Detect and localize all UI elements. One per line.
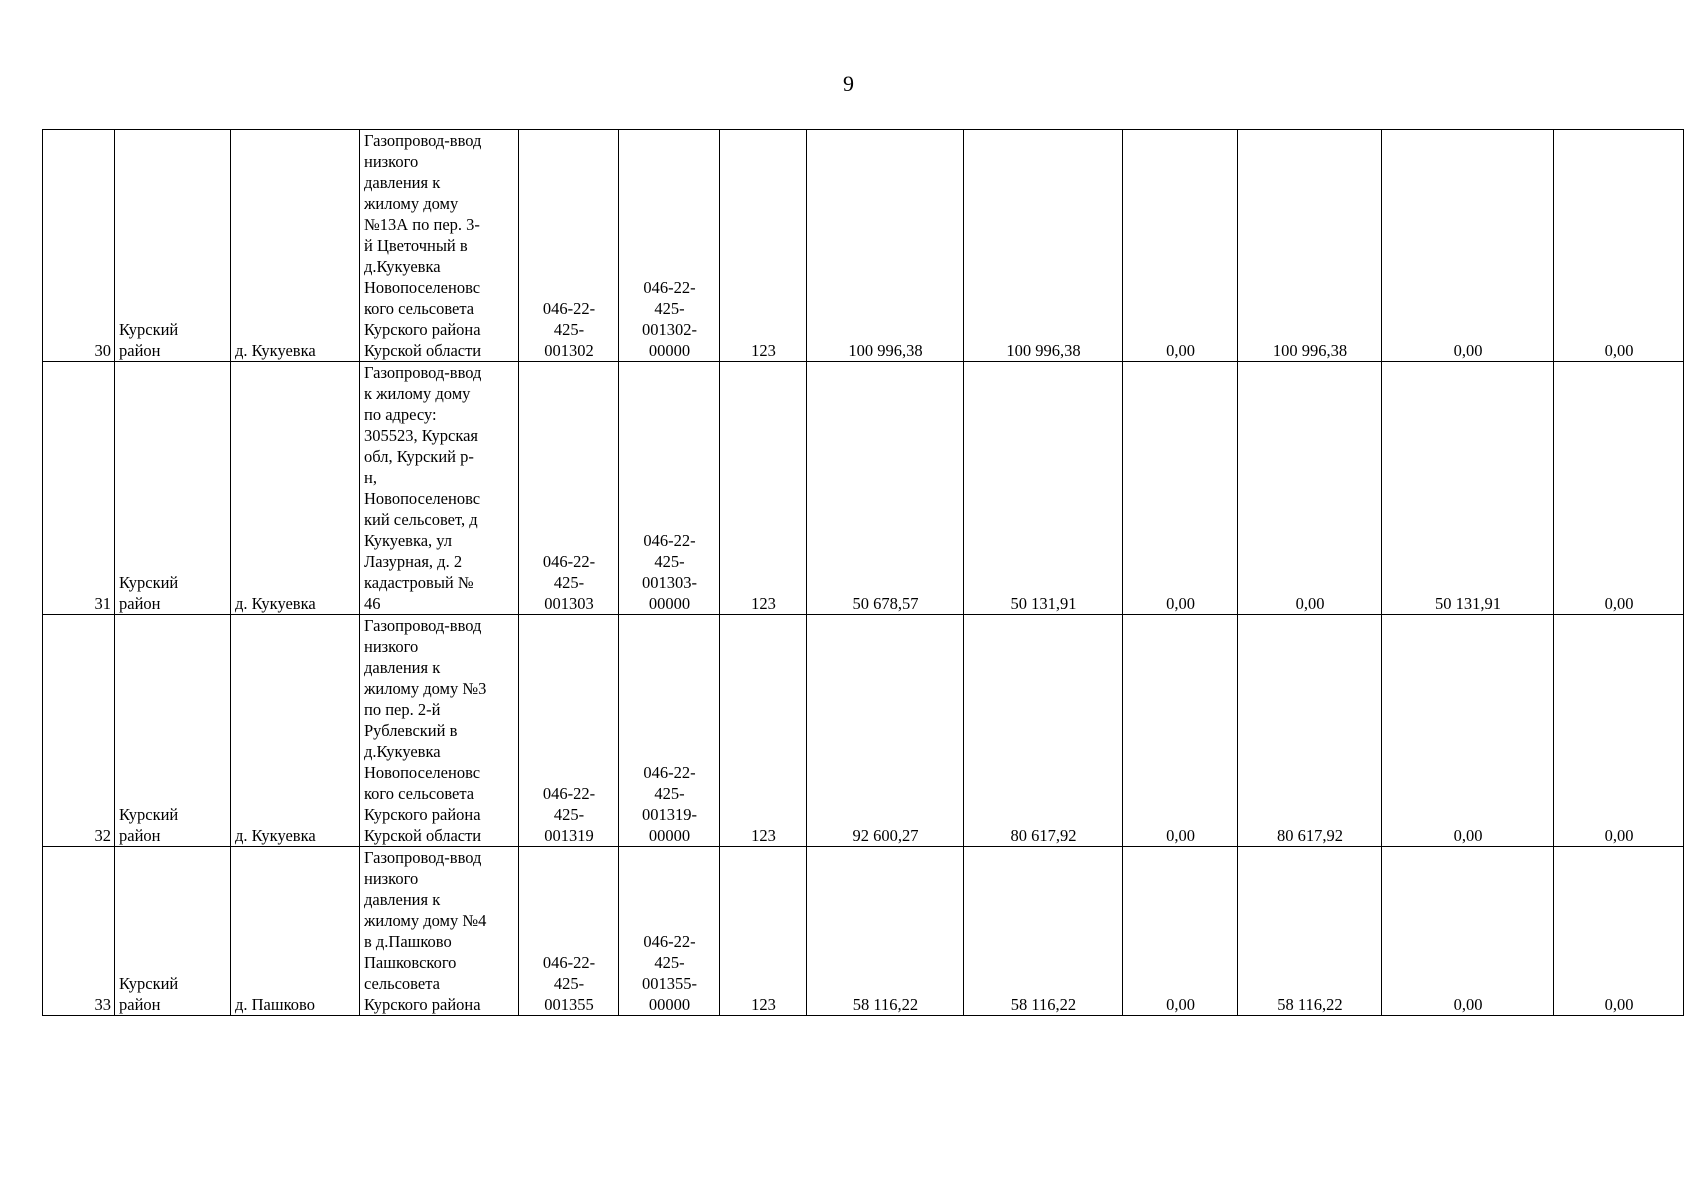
cell-text-line: Курский	[119, 805, 179, 824]
cell-text-line: 00000	[648, 826, 691, 845]
cell-value-5: 0,00	[1382, 130, 1554, 362]
cell-text-line: Рублевский в	[364, 721, 458, 740]
cell-row-number: 31	[43, 362, 115, 615]
cell-text-line: жилому дому №3	[364, 679, 487, 698]
cell-row-number: 33	[43, 847, 115, 1016]
cell-locality: д. Пашково	[231, 847, 360, 1016]
cell-value-3: 0,00	[1123, 615, 1238, 847]
cell-text-line: 001355-	[642, 974, 697, 993]
cell-row-number: 30	[43, 130, 115, 362]
cell-text-line: №13А по пер. 3-	[364, 215, 480, 234]
cell-code-1	[519, 362, 619, 615]
cell-value-4: 0,00	[1238, 362, 1382, 615]
cell-value-6: 0,00	[1554, 847, 1684, 1016]
cell-value-1: 100 996,38	[807, 130, 964, 362]
cell-district	[115, 615, 231, 847]
cell-value-3: 0,00	[1123, 847, 1238, 1016]
cell-text-line: д.Кукуевка	[364, 257, 441, 276]
cell-text-line: обл, Курский р-	[364, 447, 474, 466]
cell-text-line: 046-22-	[643, 531, 696, 550]
cell-code-2	[619, 615, 720, 847]
cell-text-line: 001303	[544, 594, 594, 613]
cell-text-line: Кукуевка, ул	[364, 531, 453, 550]
cell-text-line: 046-22-	[542, 953, 596, 972]
cell-text-line: 425-	[654, 784, 685, 803]
cell-value-4: 100 996,38	[1238, 130, 1382, 362]
cell-text-line: 46	[364, 594, 381, 613]
cell-text-line: в д.Пашково	[364, 932, 452, 951]
cell-text-line: район	[119, 995, 161, 1014]
cell-description	[360, 615, 519, 847]
cell-text-line: 425-	[654, 953, 685, 972]
cell-value-1: 58 116,22	[807, 847, 964, 1016]
cell-text-line: жилому дому №4	[364, 911, 487, 930]
cell-text-line: Газопровод-ввод	[364, 616, 482, 635]
cell-text-line: сельсовета	[364, 974, 440, 993]
cell-text-line: район	[119, 594, 161, 613]
cell-text-line: 00000	[648, 594, 691, 613]
cell-text-line: 046-22-	[542, 552, 596, 571]
cell-text-line: 001319-	[642, 805, 697, 824]
cell-text-line: 425-	[553, 974, 585, 993]
cell-text-line: Новопоселеновс	[364, 763, 481, 782]
cell-text-line: 046-22-	[643, 763, 696, 782]
cell-district	[115, 847, 231, 1016]
cell-text-line: по адресу:	[364, 405, 437, 424]
cell-text-line: Курский	[119, 320, 179, 339]
cell-code-1	[519, 847, 619, 1016]
cell-text-line: низкого	[364, 637, 419, 656]
cell-text-line: район	[119, 826, 161, 845]
cell-text-line: 305523, Курская	[364, 426, 479, 445]
cell-code-2	[619, 362, 720, 615]
table-row	[43, 130, 1684, 362]
cell-text-line: н,	[364, 468, 377, 487]
cell-value-5: 50 131,91	[1382, 362, 1554, 615]
cell-description	[360, 362, 519, 615]
cell-text-line: 425-	[553, 573, 585, 592]
cell-kind: 123	[720, 847, 807, 1016]
cell-value-6: 0,00	[1554, 615, 1684, 847]
cell-kind: 123	[720, 615, 807, 847]
cell-text-line: кадастровый №	[364, 573, 474, 592]
cell-text-line: 001302	[544, 341, 594, 360]
cell-text-line: Курский	[119, 974, 179, 993]
cell-text-line: 001355	[544, 995, 594, 1014]
cell-text-line: по пер. 2-й	[364, 700, 441, 719]
cell-value-1: 92 600,27	[807, 615, 964, 847]
cell-text-line: район	[119, 341, 161, 360]
cell-code-1	[519, 615, 619, 847]
cell-text-line: 001302-	[642, 320, 697, 339]
cell-value-6: 0,00	[1554, 130, 1684, 362]
cell-value-5: 0,00	[1382, 615, 1554, 847]
cell-text-line: кого сельсовета	[364, 299, 475, 318]
table-row	[43, 615, 1684, 847]
cell-description	[360, 847, 519, 1016]
cell-value-2: 50 131,91	[964, 362, 1123, 615]
cell-text-line: 425-	[654, 299, 685, 318]
cell-text-line: Курского района	[364, 320, 481, 339]
cell-text-line: низкого	[364, 152, 419, 171]
cell-text-line: Газопровод-ввод	[364, 848, 482, 867]
cell-text-line: 001303-	[642, 573, 697, 592]
data-table	[42, 129, 1684, 1016]
cell-text-line: Курский	[119, 573, 179, 592]
cell-value-2: 58 116,22	[964, 847, 1123, 1016]
cell-row-number: 32	[43, 615, 115, 847]
cell-text-line: жилому дому	[364, 194, 459, 213]
cell-text-line: Пашковского	[364, 953, 457, 972]
cell-text-line: 046-22-	[542, 784, 596, 803]
cell-text-line: Новопоселеновс	[364, 278, 481, 297]
cell-text-line: 001319	[544, 826, 594, 845]
cell-value-1: 50 678,57	[807, 362, 964, 615]
cell-text-line: 046-22-	[542, 299, 596, 318]
cell-text-line: Лазурная, д. 2	[364, 552, 463, 571]
cell-text-line: 425-	[553, 320, 585, 339]
cell-locality: д. Кукуевка	[231, 362, 360, 615]
cell-text-line: 046-22-	[643, 278, 696, 297]
table-row	[43, 847, 1684, 1016]
cell-text-line: Новопоселеновс	[364, 489, 481, 508]
cell-value-4: 58 116,22	[1238, 847, 1382, 1016]
cell-text-line: 00000	[648, 341, 691, 360]
cell-locality: д. Кукуевка	[231, 130, 360, 362]
cell-locality: д. Кукуевка	[231, 615, 360, 847]
cell-text-line: 00000	[648, 995, 691, 1014]
cell-text-line: давления к	[364, 890, 441, 909]
cell-text-line: кого сельсовета	[364, 784, 475, 803]
cell-text-line: 425-	[654, 552, 685, 571]
cell-text-line: Курской области	[364, 341, 482, 360]
page-number: 9	[843, 71, 854, 96]
cell-text-line: й Цветочный в	[364, 236, 468, 255]
table-body	[43, 130, 1684, 1016]
cell-text-line: низкого	[364, 869, 419, 888]
cell-text-line: к жилому дому	[364, 384, 471, 403]
cell-kind: 123	[720, 362, 807, 615]
cell-value-3: 0,00	[1123, 130, 1238, 362]
cell-kind: 123	[720, 130, 807, 362]
cell-value-4: 80 617,92	[1238, 615, 1382, 847]
cell-text-line: 425-	[553, 805, 585, 824]
cell-district	[115, 130, 231, 362]
cell-text-line: давления к	[364, 173, 441, 192]
cell-value-2: 80 617,92	[964, 615, 1123, 847]
cell-text-line: Газопровод-ввод	[364, 131, 482, 150]
cell-code-2	[619, 847, 720, 1016]
cell-description	[360, 130, 519, 362]
cell-code-1	[519, 130, 619, 362]
cell-value-3: 0,00	[1123, 362, 1238, 615]
cell-district	[115, 362, 231, 615]
cell-text-line: Курского района	[364, 805, 481, 824]
table-row	[43, 362, 1684, 615]
cell-text-line: Газопровод-ввод	[364, 363, 482, 382]
cell-code-2	[619, 130, 720, 362]
cell-text-line: давления к	[364, 658, 441, 677]
cell-text-line: кий сельсовет, д	[364, 510, 478, 529]
cell-value-2: 100 996,38	[964, 130, 1123, 362]
cell-text-line: Курского района	[364, 995, 481, 1014]
cell-value-5: 0,00	[1382, 847, 1554, 1016]
cell-text-line: д.Кукуевка	[364, 742, 441, 761]
cell-text-line: 046-22-	[643, 932, 696, 951]
cell-value-6: 0,00	[1554, 362, 1684, 615]
cell-text-line: Курской области	[364, 826, 482, 845]
